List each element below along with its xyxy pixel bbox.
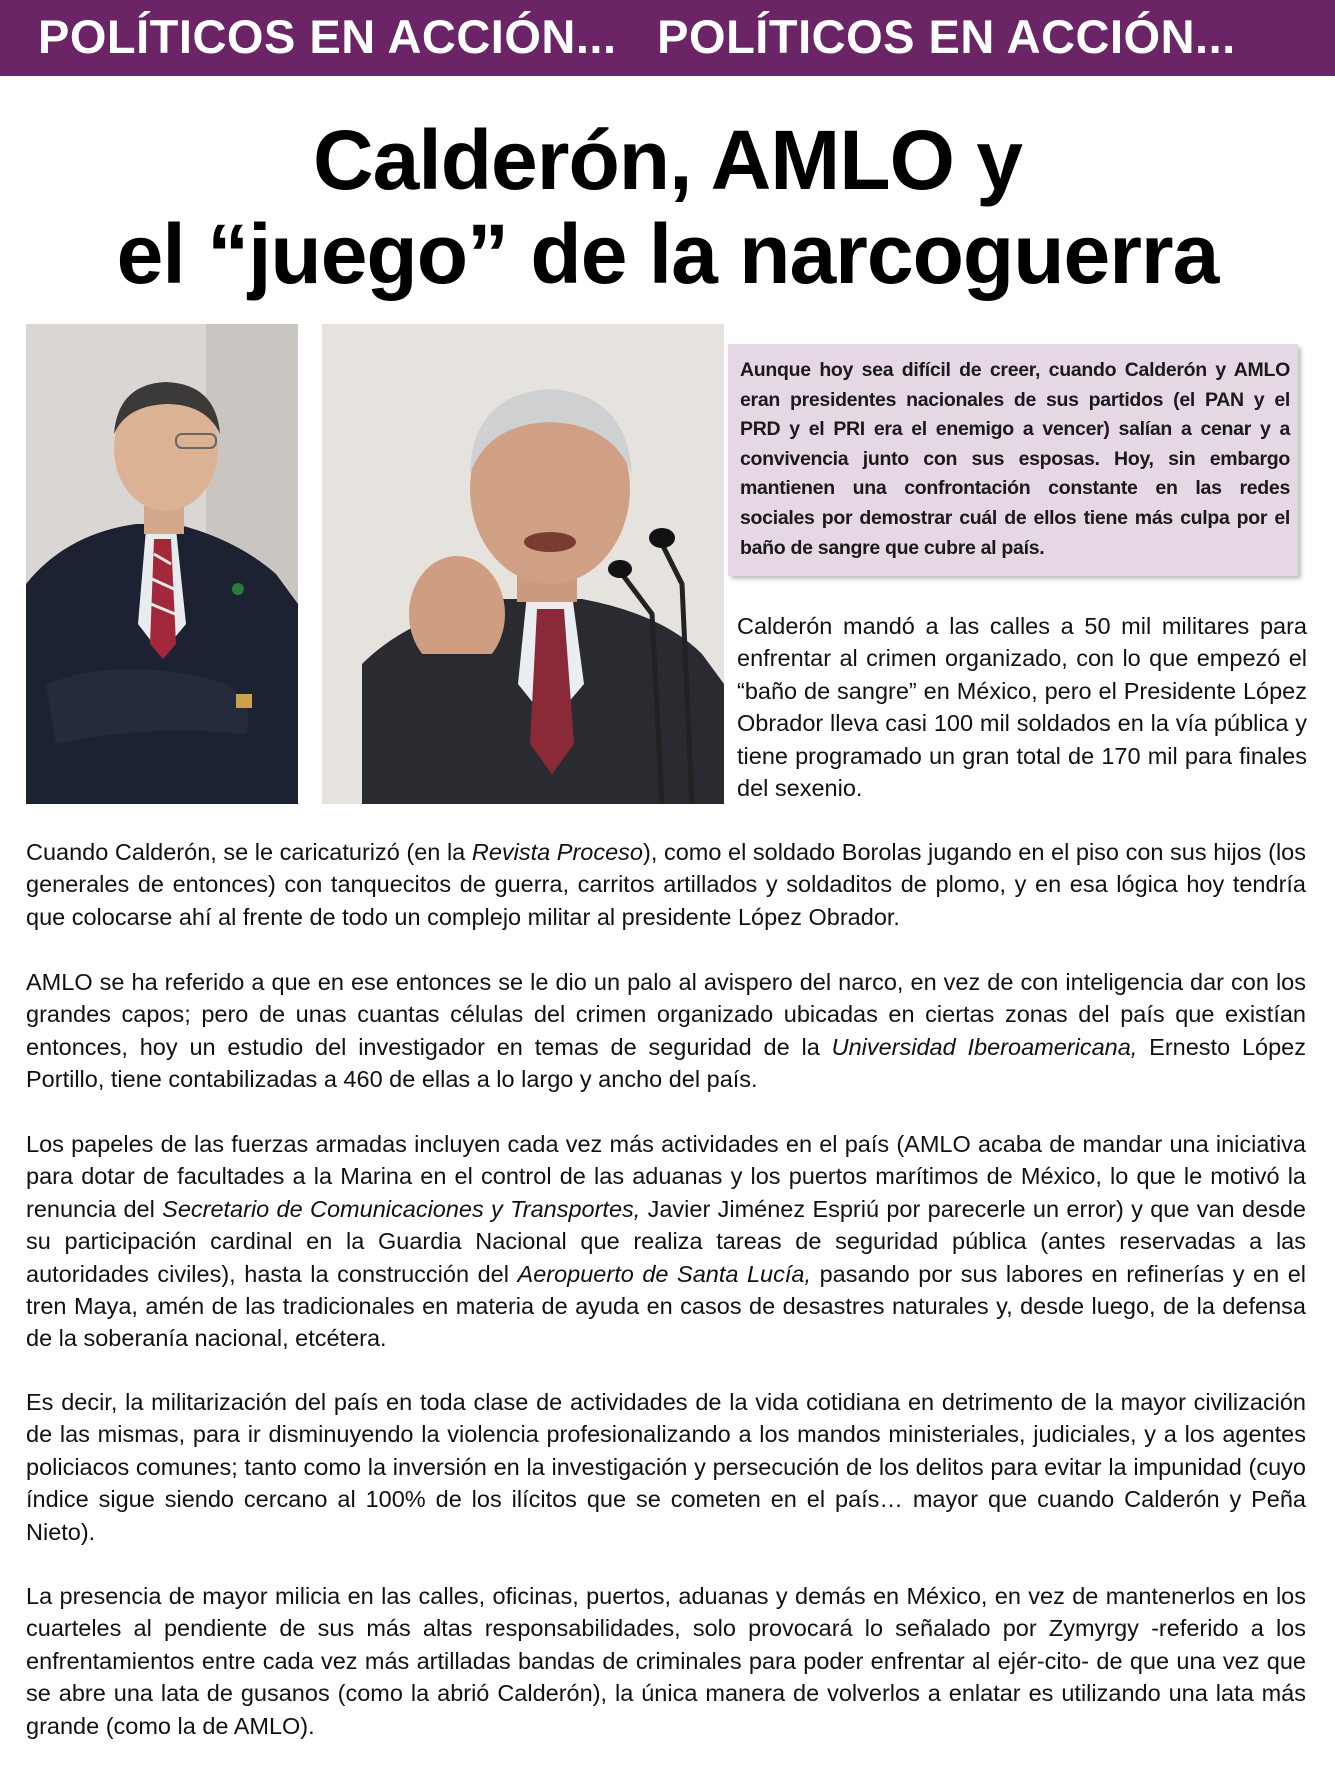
photo-calderon: [26, 324, 298, 804]
paragraph-3-italic-2: Aeropuerto de Santa Lucía,: [517, 1260, 812, 1287]
paragraph-3-italic-1: Secretario de Comunicaciones y Transportes,: [162, 1195, 641, 1222]
paragraph-2-italic: Universidad Iberoamericana,: [831, 1033, 1138, 1060]
side-paragraph: Calderón mandó a las calles a 50 mil militares para enfrentar al crimen organizado, con lo que empezó el “baño de sangre” en México, pero el Presidente López Obrador lleva casi 100 mil soldados en la vía pública y tiene programado un gran total de 170 mil para finales del sexenio.: [737, 613, 1307, 802]
paragraph-1: [26, 836, 1306, 933]
callout-text: Aunque hoy sea difícil de creer, cuando Calderón y AMLO eran presidentes nacionales de sus partidos (el PAN y el PRD y el PRI era el enemigo a vencer) salían a cenar y a convivencia junto con sus esposas. Hoy, sin embargo mantienen una confrontación constante en las redes sociales por demostrar cuál de ellos tiene más culpa por el baño de sangre que cubre al país.: [740, 359, 1290, 559]
paragraph-1-italic: Revista Proceso: [471, 839, 643, 865]
paragraph-2-text-c: Ernesto López Portillo, tiene contabilizadas a 460 de ellas a lo largo y ancho del país.: [26, 1033, 1306, 1093]
paragraph-5: La presencia de mayor milicia en las calles, oficinas, puertos, aduanas y demás en México, en vez de mantenerlos en los cuarteles al pendiente de sus más altas responsabilidades, solo provocará lo señalado por Zymyrgy -referido a los enfrentamientos entre cada vez más artilladas bandas de criminales para poder enfrentar al ejér-cito- de que una vez que se abre una lata de gusanos (como la abrió Calderón), la única manera de volverlos a enlatar es utilizando una lata más grande (como la de AMLO).: [26, 1583, 1306, 1739]
paragraph-2: [26, 966, 1306, 1096]
paragraph-3-text-a: Los papeles de las fuerzas armadas incluyen cada vez más actividades en el país (AMLO acaba de mandar una iniciativa para dotar de facultades a la Marina en el control de las aduanas y los puertos marítimos de México, lo que le motivó la renuncia del: [26, 1131, 1306, 1222]
photo-amlo: [322, 324, 724, 804]
paragraph-3-text-c: Javier Jiménez Espriú por parecerle un error) y que van desde su participación cardinal en la Guardia Nacional que realiza tareas de seguridad pública (antes reservadas a las autoridades civiles), hasta la construcción del: [26, 1195, 1306, 1287]
section-banner: [0, 0, 1335, 76]
paragraph-2-text-a: AMLO se ha referido a que en ese entonces se le dio un palo al avispero del narco, en vez de con inteligencia dar con los grandes capos; pero de unas cuantas células del crimen organizado ubicadas en ciertas zonas del país que existían entonces, hoy un estudio del investigador en temas de seguridad de la: [26, 969, 1306, 1060]
callout-box: [728, 344, 1298, 576]
headline-line-2: el “juego” de la narcoguerra: [116, 207, 1219, 301]
paragraph-1-text-a: Cuando Calderón, se le caricaturizó (en la: [26, 839, 472, 865]
section-banner-text: POLÍTICOS EN ACCIÓN... POLÍTICOS EN ACCIÓN...: [38, 10, 1236, 63]
paragraph-3-text-e: pasando por sus labores en refinerías y en el tren Maya, amén de las tradicionales en materia de ayuda en casos de desastres naturales y, desde luego, de la defensa de la soberanía nacional, etcétera.: [26, 1260, 1307, 1352]
paragraph-4: Es decir, la militarización del país en toda clase de actividades de la vida cotidiana en detrimento de la mayor civilización de las mismas, para ir disminuyendo la violencia profesionalizando a los mandos ministeriales, judiciales, y a los agentes policiacos comunes; tanto como la inversión en la investigación y persecución de los delitos para evitar la impunidad (cuyo índice sigue siendo cercano al 100% de los ilícitos que se cometen en el país… mayor que cuando Calderón y Peña Nieto).: [26, 1389, 1306, 1545]
paragraph-3: [26, 1128, 1306, 1355]
headline-line-1: Calderón, AMLO y: [313, 113, 1022, 207]
paragraph-1-text-c: ), como el soldado Borolas jugando en el piso con sus hijos (los generales de entonces) con tanquecitos de guerra, carritos artillados y soldaditos de plomo, y en esa lógica hoy tendría que colocarse ahí al frente de todo un complejo militar al presidente López Obrador.: [26, 839, 1306, 930]
